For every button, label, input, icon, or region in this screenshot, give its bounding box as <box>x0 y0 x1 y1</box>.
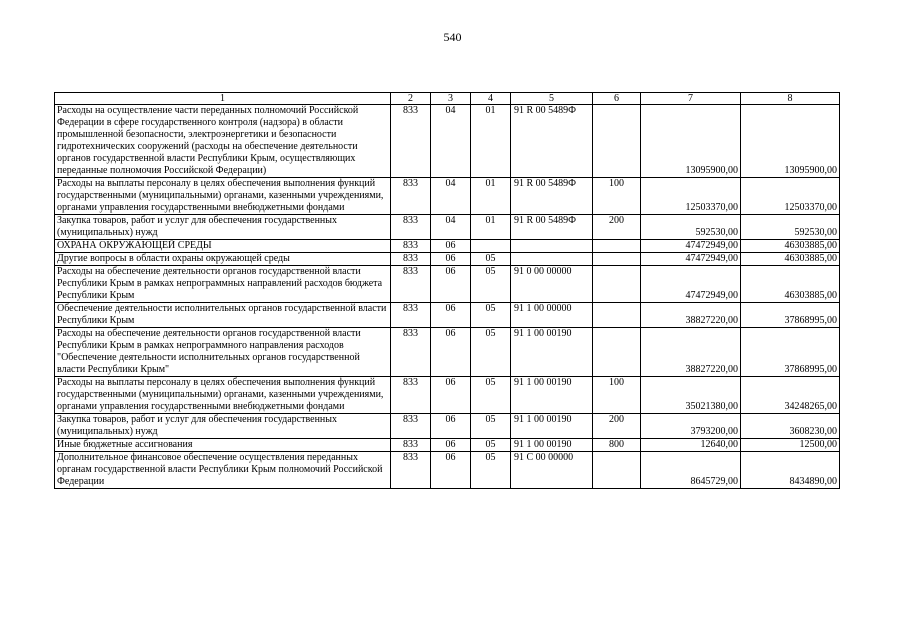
row-sum-year1: 35021380,00 <box>641 377 741 414</box>
row-sum-year2: 46303885,00 <box>741 240 840 253</box>
row-section: 06 <box>431 303 471 328</box>
row-sum-year1: 38827220,00 <box>641 328 741 377</box>
table-row <box>55 328 840 377</box>
row-sum-year2: 37868995,00 <box>741 303 840 328</box>
row-sum-year2: 8434890,00 <box>741 452 840 489</box>
row-sum-year2: 12503370,00 <box>741 178 840 215</box>
row-sum-year2: 46303885,00 <box>741 253 840 266</box>
header-cell-5: 5 <box>511 93 593 105</box>
row-expense-type: 200 <box>593 414 641 439</box>
header-cell-6: 6 <box>593 93 641 105</box>
row-expense-type <box>593 452 641 489</box>
row-expense-type <box>593 240 641 253</box>
row-grbs: 833 <box>391 414 431 439</box>
table-row <box>55 377 840 414</box>
row-target-code: 91 С 00 00000 <box>511 452 593 489</box>
row-name: Расходы на обеспечение деятельности органов государственной власти Республики Крым в рамках непрограммного направления расходов "Обеспечение деятельности исполнительных органов государственной власти Республики Крым" <box>55 328 391 377</box>
row-grbs: 833 <box>391 178 431 215</box>
header-cell-8: 8 <box>741 93 840 105</box>
row-section: 06 <box>431 240 471 253</box>
page-number: 540 <box>443 30 462 44</box>
row-target-code: 91 1 00 00190 <box>511 377 593 414</box>
row-sum-year2: 12500,00 <box>741 439 840 452</box>
row-section: 06 <box>431 328 471 377</box>
row-target-code <box>511 240 593 253</box>
row-grbs: 833 <box>391 266 431 303</box>
row-subsection: 05 <box>471 303 511 328</box>
row-sum-year2: 592530,00 <box>741 215 840 240</box>
row-section: 06 <box>431 266 471 303</box>
row-subsection: 05 <box>471 377 511 414</box>
row-grbs: 833 <box>391 439 431 452</box>
row-expense-type <box>593 303 641 328</box>
row-section: 04 <box>431 178 471 215</box>
row-expense-type: 800 <box>593 439 641 452</box>
row-target-code: 91 R 00 5489Ф <box>511 215 593 240</box>
table-row <box>55 439 840 452</box>
table-header-row <box>55 93 840 105</box>
header-cell-2: 2 <box>391 93 431 105</box>
row-expense-type <box>593 266 641 303</box>
row-target-code: 91 0 00 00000 <box>511 266 593 303</box>
header-cell-1: 1 <box>55 93 391 105</box>
row-name: Расходы на выплаты персоналу в целях обеспечения выполнения функций государственными (муниципальными) органами, казенными учреждениями, органами управления государственными внебюджетными фондами <box>55 178 391 215</box>
row-section: 04 <box>431 215 471 240</box>
row-sum-year2: 46303885,00 <box>741 266 840 303</box>
row-subsection: 05 <box>471 452 511 489</box>
row-name: Закупка товаров, работ и услуг для обеспечения государственных (муниципальных) нужд <box>55 215 391 240</box>
row-target-code: 91 R 00 5489Ф <box>511 105 593 178</box>
row-subsection: 05 <box>471 266 511 303</box>
row-expense-type <box>593 253 641 266</box>
row-sum-year1: 12503370,00 <box>641 178 741 215</box>
row-sum-year1: 8645729,00 <box>641 452 741 489</box>
row-subsection: 05 <box>471 253 511 266</box>
row-sum-year1: 47472949,00 <box>641 253 741 266</box>
table-row <box>55 414 840 439</box>
row-target-code <box>511 253 593 266</box>
row-expense-type: 200 <box>593 215 641 240</box>
row-sum-year2: 37868995,00 <box>741 328 840 377</box>
row-subsection: 01 <box>471 178 511 215</box>
table-row <box>55 266 840 303</box>
row-name: Дополнительное финансовое обеспечение осуществления переданных органам государственной власти Республики Крым полномочий Российской Федерации <box>55 452 391 489</box>
row-name: Другие вопросы в области охраны окружающей среды <box>55 253 391 266</box>
row-grbs: 833 <box>391 303 431 328</box>
row-grbs: 833 <box>391 452 431 489</box>
table-row <box>55 303 840 328</box>
row-sum-year1: 47472949,00 <box>641 240 741 253</box>
row-name: Закупка товаров, работ и услуг для обеспечения государственных (муниципальных) нужд <box>55 414 391 439</box>
budget-table <box>54 92 840 489</box>
row-subsection: 05 <box>471 328 511 377</box>
row-sum-year2: 34248265,00 <box>741 377 840 414</box>
row-name: Иные бюджетные ассигнования <box>55 439 391 452</box>
row-sum-year2: 13095900,00 <box>741 105 840 178</box>
row-subsection: 01 <box>471 215 511 240</box>
header-cell-4: 4 <box>471 93 511 105</box>
row-section: 06 <box>431 439 471 452</box>
row-expense-type <box>593 328 641 377</box>
table-row <box>55 215 840 240</box>
row-section: 06 <box>431 452 471 489</box>
row-grbs: 833 <box>391 377 431 414</box>
row-sum-year1: 13095900,00 <box>641 105 741 178</box>
row-grbs: 833 <box>391 328 431 377</box>
row-grbs: 833 <box>391 253 431 266</box>
row-subsection <box>471 240 511 253</box>
row-target-code: 91 1 00 00000 <box>511 303 593 328</box>
row-grbs: 833 <box>391 105 431 178</box>
row-name: ОХРАНА ОКРУЖАЮЩЕЙ СРЕДЫ <box>55 240 391 253</box>
row-subsection: 01 <box>471 105 511 178</box>
row-expense-type: 100 <box>593 377 641 414</box>
row-section: 04 <box>431 105 471 178</box>
row-subsection: 05 <box>471 439 511 452</box>
row-target-code: 91 R 00 5489Ф <box>511 178 593 215</box>
row-subsection: 05 <box>471 414 511 439</box>
row-target-code: 91 1 00 00190 <box>511 414 593 439</box>
table-row <box>55 240 840 253</box>
row-expense-type: 100 <box>593 178 641 215</box>
table-row <box>55 178 840 215</box>
row-grbs: 833 <box>391 240 431 253</box>
row-grbs: 833 <box>391 215 431 240</box>
header-cell-3: 3 <box>431 93 471 105</box>
row-target-code: 91 1 00 00190 <box>511 328 593 377</box>
table-row <box>55 452 840 489</box>
row-section: 06 <box>431 414 471 439</box>
row-name: Расходы на осуществление части переданных полномочий Российской Федерации в сфере государственного контроля (надзора) в области промышленной безопасности, электроэнергетики и безопасности гидротехнических сооружений (расходы на обеспечение деятельности органов государственной власти Республики Крым, осуществляющих переданные полномочия Российской Федерации) <box>55 105 391 178</box>
row-name: Расходы на обеспечение деятельности органов государственной власти Республики Крым в рамках непрограммных направлений расходов бюджета Республики Крым <box>55 266 391 303</box>
table-row <box>55 105 840 178</box>
row-sum-year1: 3793200,00 <box>641 414 741 439</box>
row-section: 06 <box>431 253 471 266</box>
row-name: Обеспечение деятельности исполнительных органов государственной власти Республики Крым <box>55 303 391 328</box>
row-name: Расходы на выплаты персоналу в целях обеспечения выполнения функций государственными (муниципальными) органами, казенными учреждениями, органами управления государственными внебюджетными фондами <box>55 377 391 414</box>
row-sum-year2: 3608230,00 <box>741 414 840 439</box>
table-row <box>55 253 840 266</box>
row-sum-year1: 47472949,00 <box>641 266 741 303</box>
header-cell-7: 7 <box>641 93 741 105</box>
row-target-code: 91 1 00 00190 <box>511 439 593 452</box>
row-section: 06 <box>431 377 471 414</box>
row-sum-year1: 38827220,00 <box>641 303 741 328</box>
row-sum-year1: 592530,00 <box>641 215 741 240</box>
row-expense-type <box>593 105 641 178</box>
row-sum-year1: 12640,00 <box>641 439 741 452</box>
